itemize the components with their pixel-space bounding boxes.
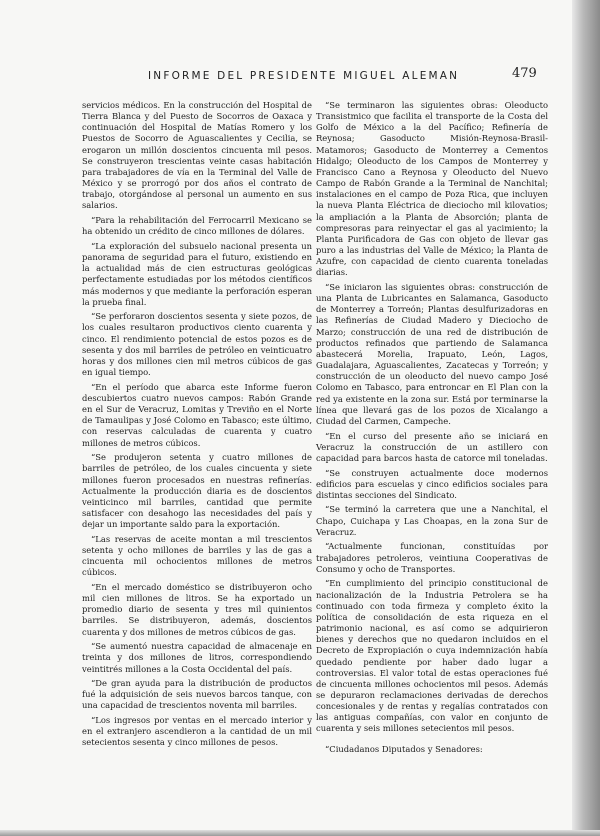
closing-salutation: “Ciudadanos Diputados y Senadores: <box>325 743 483 754</box>
paragraph: “Los ingresos por ventas en el mercado interior y en el extranjero ascendieron a la cantidad de un mil setecientos sesenta y cinco millones de pesos. <box>82 715 312 748</box>
paragraph: “Se aumentó nuestra capacidad de almacenaje en treinta y dos millones de litros, correspondiendo veintitrés millones a la Costa Occidental del país. <box>82 641 312 674</box>
page-bottom-edge <box>0 830 600 836</box>
paragraph: “En el mercado doméstico se distribuyeron ocho mil cien millones de litros. Se ha exportado un promedio diario de sesenta y tres mil quinientos barriles. Se distribuyeron, además, doscientos cuarenta y dos millones de metros cúbicos de gas. <box>82 581 312 637</box>
paragraph: “Se iniciaron las siguientes obras: construcción de una Planta de Lubricantes en Salamanca, Gasoducto de Monterrey a Torreón; Plantas desulfurizadoras en las Refinerías de Ciudad Madero y Dieciocho de Marzo; construcción de una red de distribución de productos refinados que partiendo de Salamanca abastecerá Morelia, Irapuato, León, Lagos, Guadalajara, Aguascalientes, Zacatecas y Torreón; y construcción de un oleoducto del nuevo campo José Colomo en Tabasco, para entroncar en El Plan con la red ya existente en la zona sur. Está por terminarse la línea que llevará gas de los pozos de Xicalango a Ciudad del Carmen, Campeche. <box>316 282 548 426</box>
left-text-column <box>82 100 312 752</box>
running-header: INFORME DEL PRESIDENTE MIGUEL ALEMAN <box>148 70 460 82</box>
paragraph: “Se terminó la carretera que une a Nanchital, el Chapo, Cuichapa y Las Choapas, en la zona Sur de Veracruz. <box>316 504 548 537</box>
right-text-column <box>316 100 548 758</box>
paragraph: “Actualmente funcionan, constituídas por trabajadores petroleros, veintiuna Cooperativas de Consumo y ocho de Transportes. <box>316 541 548 574</box>
paragraph: “De gran ayuda para la distribución de productos fué la adquisición de seis nuevos barcos tanque, con una capacidad de trescientos noventa mil barriles. <box>82 678 312 711</box>
paragraph: “En cumplimiento del principio constitucional de nacionalización de la Industria Petrolera se ha continuado con toda firmeza y completo éxito la política de consolidación de esta riqueza en el patrimonio nacional, es así como se adquirieron bienes y derechos que no quedaron incluidos en el Decreto de Expropiación o cuya indemnización había quedado pendiente por haber dado lugar a controversias. El valor total de estas operaciones fué de cincuenta millones ochocientos mil pesos. Además se depuraron reclamaciones derivadas de derechos concesionales y de rentas y regalías contratados con las antiguas compañías, con valor en conjunto de cuarenta y seis millones setecientos mil pesos. <box>316 578 548 734</box>
paragraph: “Para la rehabilitación del Ferrocarril Mexicano se ha obtenido un crédito de cinco millones de dólares. <box>82 215 312 237</box>
paragraph: “Se perforaron doscientos sesenta y siete pozos, de los cuales resultaron productivos ciento cuarenta y cinco. El rendimiento potencial de estos pozos es de sesenta y dos mil barriles de petróleo en veinticuatro horas y dos millones cien mil metros cúbicos de gas en igual tiempo. <box>82 311 312 378</box>
paragraph: “La exploración del subsuelo nacional presenta un panorama de seguridad para el futuro, existiendo en la actualidad más de cien estructuras geológicas perfectamente estudiadas por los métodos científicos más modernos y que mediante la perforación esperan la prueba final. <box>82 240 312 307</box>
paragraph: “En el período que abarca este Informe fueron descubiertos cuatro nuevos campos: Rabón Grande en el Sur de Veracruz, Lomitas y Treviño en el Norte de Tamaulipas y José Colomo en Tabasco; este último, con reservas calculadas de cuarenta y cuatro millones de metros cúbicos. <box>82 381 312 448</box>
paragraph: “Se terminaron las siguientes obras: Oleoducto Transistmico que facilita el transporte de la Costa del Golfo de México a la del Pacífico; Refinería de Reynosa; Gasoducto Misión-Reynosa-Brasil-Matamoros; Gasoducto de Monterrey a Cementos Hidalgo; Oleoducto de los Campos de Monterrey y Francisco Cano a Reynosa y Oleoducto del Nuevo Campo de Rabón Grande a la Terminal de Nanchital; instalaciones en el campo de Poza Rica, que incluyen la nueva Planta Eléctrica de dieciocho mil kilovatios; la ampliación a la Planta de Absorción; planta de compresoras para reinyectar el gas al yacimiento; la Planta Purificadora de Gas con objeto de llevar gas puro a las industrias del Valle de México; la Planta de Azufre, con capacidad de ciento cuarenta toneladas diarias. <box>316 100 548 278</box>
page-edge-shadow <box>572 0 600 836</box>
paragraph: “Las reservas de aceite montan a mil trescientos setenta y ocho millones de barriles y las de gas a cincuenta mil ochocientos millones de metros cúbicos. <box>82 533 312 578</box>
paragraph: “Se produjeron setenta y cuatro millones de barriles de petróleo, de los cuales cincuenta y siete millones fueron procesados en nuestras refinerías. Actualmente la producción diaria es de doscientos veinticinco mil barriles, cantidad que permite satisfacer con desahogo las necesidades del país y dejar un importante saldo para la exportación. <box>82 452 312 530</box>
paragraph: “Se construyen actualmente doce modernos edificios para escuelas y cinco edificios sociales para distintas secciones del Sindicato. <box>316 467 548 500</box>
paragraph: “En el curso del presente año se iniciará en Veracruz la construcción de un astillero con capacidad para barcos hasta de catorce mil toneladas. <box>316 430 548 463</box>
page-number: 479 <box>512 66 537 81</box>
paragraph: servicios médicos. En la construcción del Hospital de Tierra Blanca y del Puesto de Socorros de Oaxaca y continuación del Hospital de Matías Romero y los Puestos de Socorro de Aguascalientes y Cecilia, se erogaron un millón doscientos cincuenta mil pesos. Se construyeron trescientas veinte casas habitación para trabajadores de vía en la Terminal del Valle de México y se prorrogó por dos años el contrato de trabajo, otorgándose al personal un aumento en sus salarios. <box>82 100 312 211</box>
